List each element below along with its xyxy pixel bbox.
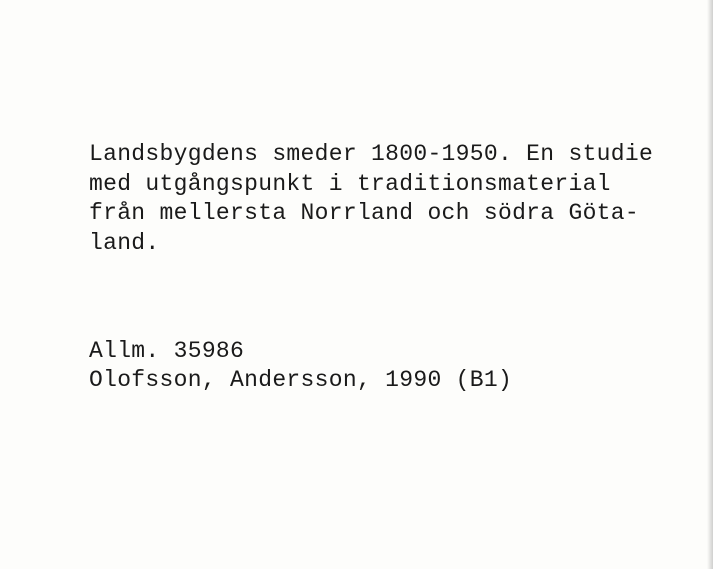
archive-number: Allm. 35986 (89, 338, 245, 364)
title-line-3: från mellersta Norrland och södra Göta- (89, 200, 639, 226)
title-line-2: med utgångspunkt i traditionsmaterial (89, 171, 611, 197)
title-line-1: Landsbygdens smeder 1800-1950. En studie (89, 141, 654, 167)
authors-year: Olofsson, Andersson, 1990 (B1) (89, 367, 513, 393)
title-line-4: land. (89, 230, 160, 256)
card-edge-shadow (707, 0, 713, 569)
